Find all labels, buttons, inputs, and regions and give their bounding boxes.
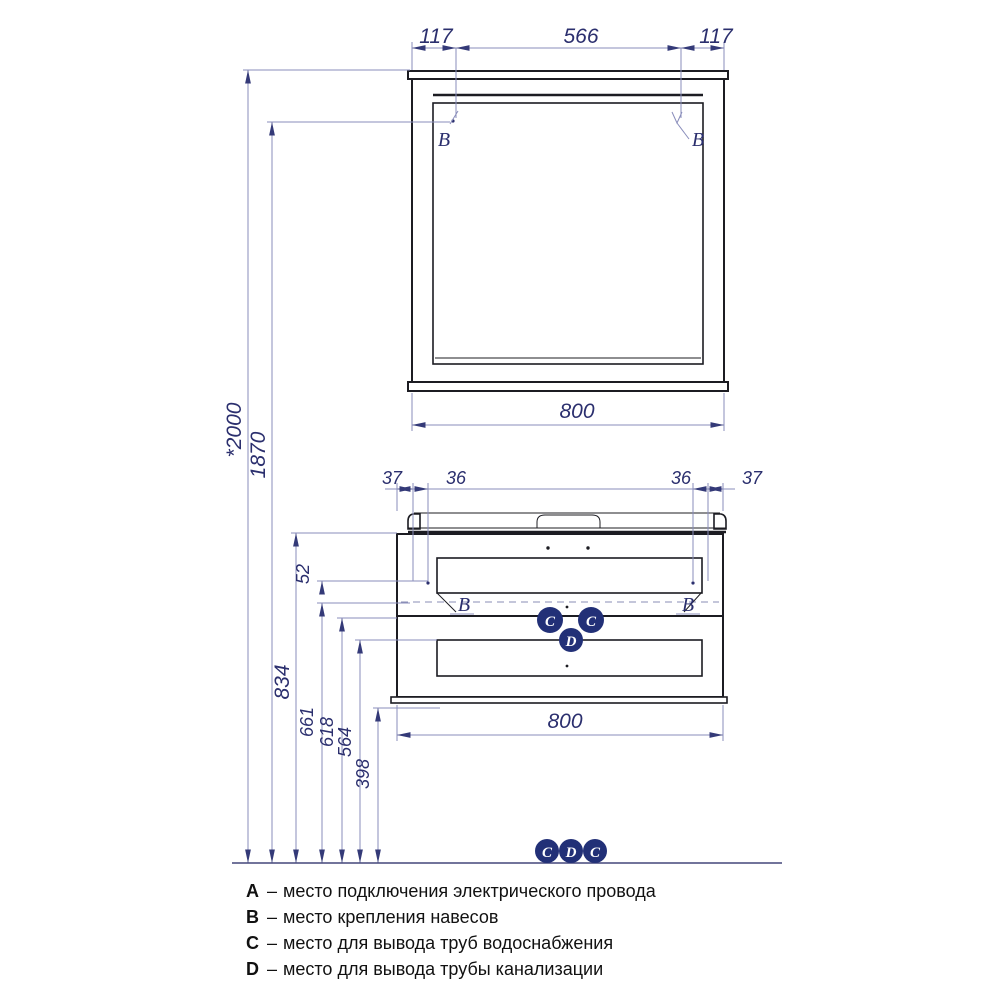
countertop-left-end [408,514,420,529]
upper-drawer-panel [437,558,702,593]
cabinet-bottom-strip [391,697,727,703]
cabinet-hook-point-right [691,581,694,584]
sink-outline [537,515,600,528]
height-total-label: *2000 [223,402,246,458]
legend-text-c: место для вывода труб водоснабжения [283,933,614,953]
height-countertop-label: 834 [271,664,294,700]
mirror-front-view [408,71,728,391]
legend-text-a: место подключения электрического провода [283,881,656,901]
water-port-left-label: C [544,614,556,630]
legend-text-d: место для вывода трубы канализации [283,959,604,979]
legend-dash-d: – [267,959,278,979]
floor-port-center-label: D [565,845,577,861]
mirror-width-label: 800 [559,400,595,423]
height-hook-offset-label: 52 [293,563,313,585]
floor-port-left-label: C [541,845,553,861]
legend [246,881,657,979]
floor [232,839,782,863]
mirror-width-dimension [412,393,724,431]
legend-key-a: A [246,881,259,901]
mirror-glass [433,103,703,364]
legend-text-b: место крепления навесов [283,907,499,927]
cabinet-dim-37-right: 37 [741,468,763,488]
legend-key-d: D [246,959,259,979]
height-drain-label: 398 [353,758,373,790]
mirror-hook-label-left: B [437,129,451,151]
legend-dash-b: – [267,907,278,927]
cabinet-width-dimension [397,705,723,741]
mirror-hook-label-right: B [691,129,705,151]
water-port-right-label: C [585,614,597,630]
cabinet-dim-37-left: 37 [381,468,403,488]
legend-dash-a: – [267,881,278,901]
mirror-bottom-cap [408,382,728,391]
mirror-dim-left: 117 [419,25,453,48]
cabinet-dim-36-right: 36 [670,468,692,488]
cabinet-dim-36-left: 36 [445,468,467,488]
drain-port-label: D [565,634,577,650]
cabinet-width-label: 800 [547,710,583,733]
cabinet-hook-point-left [426,581,429,584]
legend-key-b: B [246,907,259,927]
legend-dash-c: – [267,933,278,953]
height-cabinet-hook-label: 661 [297,706,317,738]
height-618-label: 618 [317,716,337,748]
floor-port-right-label: C [589,845,601,861]
cabinet-front-view [391,513,727,703]
height-mirror-hook-label: 1870 [247,431,270,479]
cabinet-hook-label-left: B [457,594,471,616]
mirror-dim-center: 566 [563,25,599,48]
mirror-dim-right: 117 [699,25,733,48]
height-water-label: 564 [335,726,355,758]
countertop-right-end [714,514,726,529]
legend-key-c: C [246,933,259,953]
cabinet-hook-label-right: B [681,594,695,616]
